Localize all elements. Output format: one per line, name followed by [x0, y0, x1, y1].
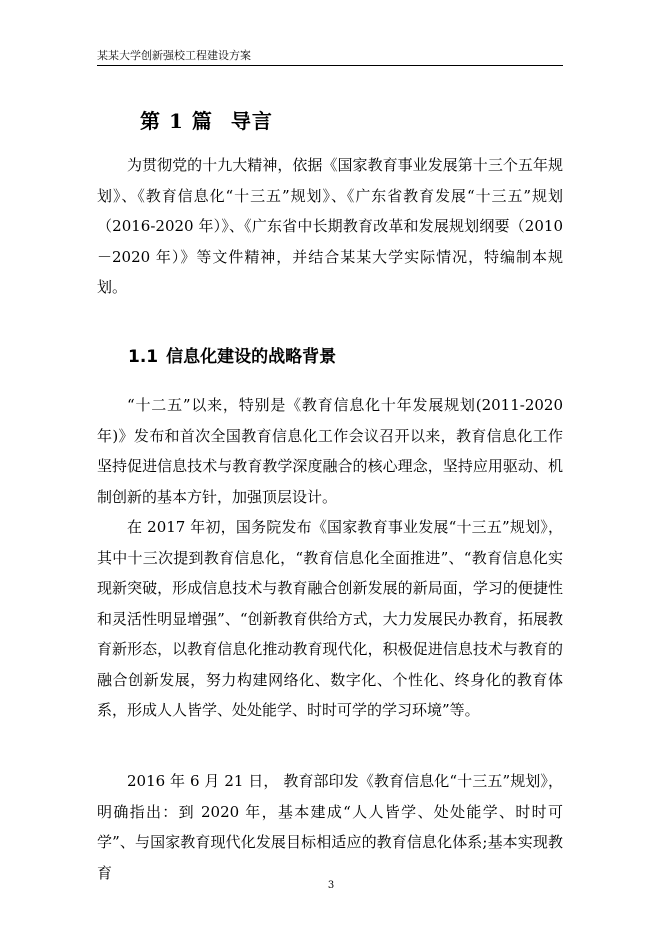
page-number: 3 — [327, 880, 335, 891]
section-number: 1.1 — [128, 347, 159, 367]
chapter-name: 导言 — [230, 109, 273, 133]
body-paragraph: 2016 年 6 月 21 日， 教育部印发《教育信息化“十三五”规划》，明确指出：到 2020 年，基本建成“人人皆学、处处能学、时时可学”、与国家教育现代化发展目标相适应的教育信息化体系;基本实现教育 — [97, 772, 563, 882]
body-paragraph: 在 2017 年初，国务院发布《国家教育事业发展“十三五”规划》，其中十三次提到教育信息化，“教育信息化全面推进”、“教育信息化实现新突破，形成信息技术与教育融合创新发展的新局面，学习的便捷性和灵活性明显增强”、“创新教育供给方式，大力发展民办教育，拓展教育新形态，以教育信息化推动教育现代化，积极促进信息技术与教育的融合创新发展，努力构建网络化、数字化、个性化、终身化的教育体系，形成人人皆学、处处能学、时时可学的学习环境”等。 — [97, 518, 563, 719]
chapter-title — [140, 105, 273, 134]
body-paragraph: “十二五”以来，特别是《教育信息化十年发展规划(2011-2020 年)》发布和首次全国教育信息化工作会议召开以来，教育信息化工作坚持促进信息技术与教育教学深度融合的核心理念，坚持应用驱动、机制创新的基本方针，加强顶层设计。 — [97, 396, 563, 506]
running-header: 某某大学创新强校工程建设方案 — [97, 50, 563, 66]
chapter-number: 第 1 篇 — [140, 109, 213, 133]
section-heading — [128, 342, 336, 367]
intro-paragraph: 为贯彻党的十九大精神，依据《国家教育事业发展第十三个五年规划》、《教育信息化“十三五”规划》、《广东省教育发展“十三五”规划（2016-2020 年）》、《广东省中长期教育改革和发展规划纲要（2010－2020 年）》等文件精神，并结合某某大学实际情况，特编制本规划。 — [97, 156, 563, 296]
section-name: 信息化建设的战略背景 — [166, 347, 337, 367]
